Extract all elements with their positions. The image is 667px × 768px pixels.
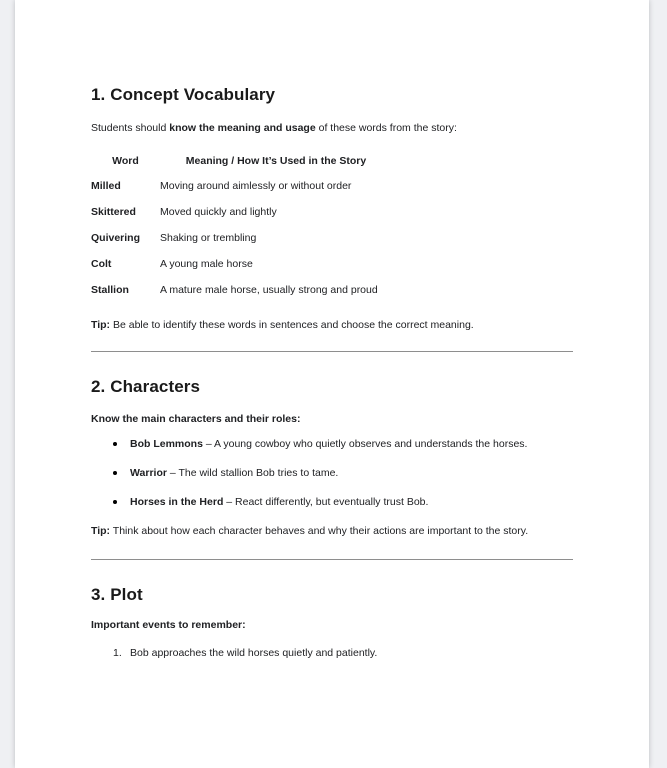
tip-label: Tip: (91, 525, 111, 537)
table-header-row (91, 154, 392, 174)
tip-paragraph (91, 318, 573, 332)
intro-text-bold: know the meaning and usage (169, 122, 316, 134)
word-cell: Stallion (91, 284, 129, 296)
character-text (130, 495, 428, 509)
vocabulary-table (91, 154, 392, 304)
document-content (15, 0, 649, 660)
intro-text-prefix: Students should (91, 122, 170, 134)
character-name: Bob Lemmons (130, 438, 203, 450)
tip-paragraph (91, 524, 573, 538)
table-row (91, 278, 392, 304)
characters-subheading: Know the main characters and their roles: (91, 413, 301, 425)
meaning-cell: A young male horse (160, 258, 253, 270)
character-description: – The wild stallion Bob tries to tame. (166, 467, 339, 479)
plot-event-list (91, 646, 573, 660)
intro-text-suffix: of these words from the story: (315, 122, 457, 134)
tip-text: Be able to identify these words in sentences and choose the correct meaning. (110, 319, 474, 331)
plot-event-text: Bob approaches the wild horses quietly and patiently. (130, 647, 378, 659)
table-header-word: Word (112, 155, 139, 167)
character-text (130, 437, 527, 451)
plot-event-number: 1. (113, 647, 122, 659)
character-item (91, 495, 573, 509)
section-divider (91, 351, 573, 352)
document-page (15, 0, 649, 768)
section-divider (91, 559, 573, 560)
table-header-meaning: Meaning / How It’s Used in the Story (185, 155, 367, 167)
table-row (91, 252, 392, 278)
table-row (91, 200, 392, 226)
character-text (130, 466, 338, 480)
table-row (91, 226, 392, 252)
section-characters (91, 376, 573, 538)
word-cell: Skittered (91, 206, 136, 218)
character-list (91, 437, 573, 509)
meaning-cell: Moving around aimlessly or without order (160, 180, 352, 192)
bullet-marker (113, 442, 117, 446)
section-heading: 1. Concept Vocabulary (91, 85, 276, 104)
character-description: – React differently, but eventually trust Bob. (223, 496, 429, 508)
tip-label: Tip: (91, 319, 111, 331)
character-item (91, 437, 573, 451)
character-description: – A young cowboy who quietly observes and understands the horses. (202, 438, 528, 450)
section-plot (91, 584, 573, 660)
meaning-cell: Shaking or trembling (160, 232, 257, 244)
word-cell: Quivering (91, 232, 141, 244)
section-heading: 3. Plot (91, 585, 143, 604)
character-name: Warrior (130, 467, 167, 479)
meaning-cell: Moved quickly and lightly (160, 206, 277, 218)
plot-event-item (91, 646, 573, 660)
tip-text: Think about how each character behaves and why their actions are important to the story. (110, 525, 529, 537)
intro-paragraph (91, 121, 573, 135)
word-cell: Colt (91, 258, 112, 270)
section-heading: 2. Characters (91, 377, 201, 396)
table-row (91, 174, 392, 200)
bullet-marker (113, 500, 117, 504)
word-cell: Milled (91, 180, 121, 192)
character-name: Horses in the Herd (130, 496, 224, 508)
plot-subheading: Important events to remember: (91, 619, 246, 631)
section-concept-vocabulary (91, 84, 573, 332)
meaning-cell: A mature male horse, usually strong and proud (160, 284, 378, 296)
bullet-marker (113, 471, 117, 475)
character-item (91, 466, 573, 480)
